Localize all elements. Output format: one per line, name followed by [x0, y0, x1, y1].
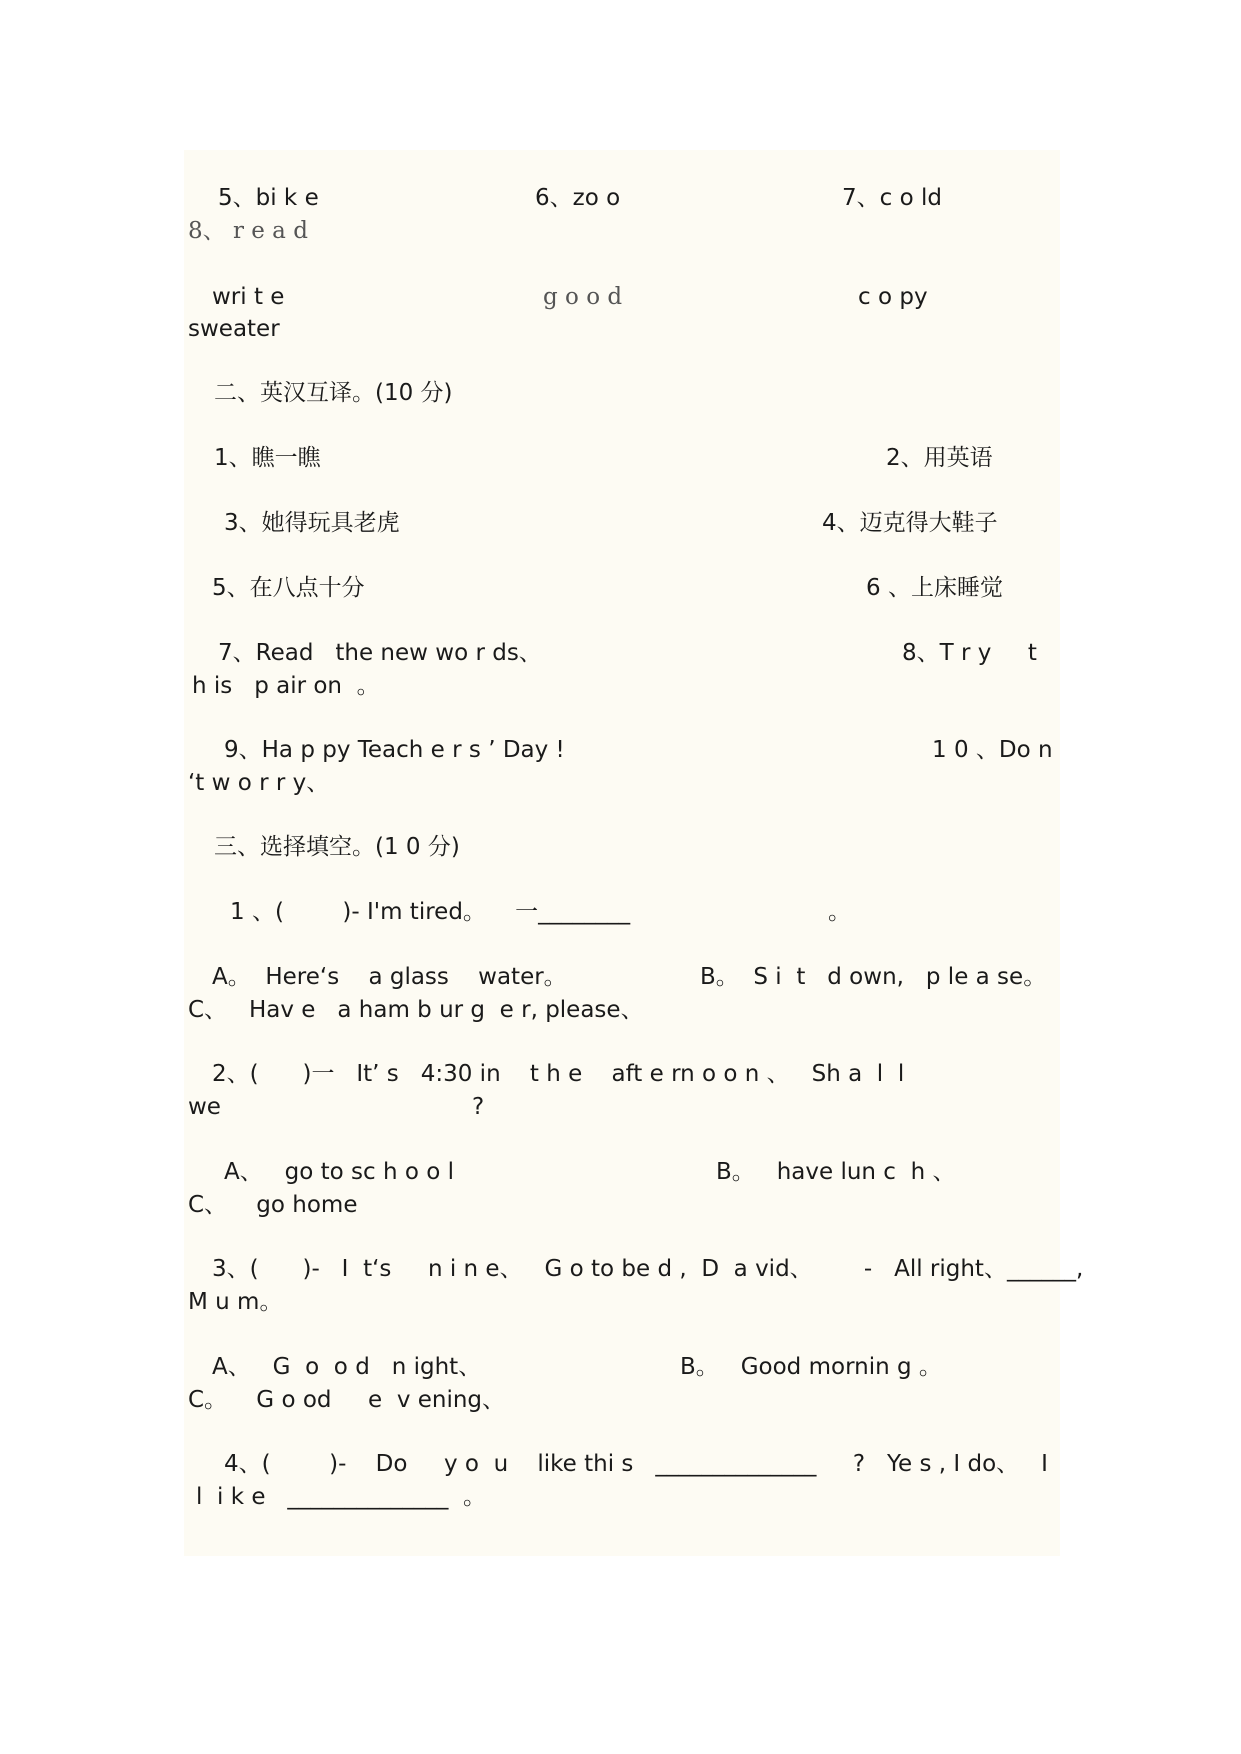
question-3-stem-cont: M u m。	[188, 1289, 283, 1315]
word-write: wri t e	[212, 284, 285, 310]
translate-item-10: 1 0 、Do n	[932, 737, 1053, 763]
translate-item-7: 7、Read the new wo r ds、	[218, 640, 542, 666]
translate-item-9: 9、Ha p py Teach e r s ’ Day !	[224, 737, 565, 763]
translate-item-8: 8、T r y t	[902, 640, 1037, 666]
translate-item-10-cont: ‘t w o r r y、	[188, 770, 330, 796]
translate-item-2: 2、用英语	[886, 445, 993, 471]
translate-item-8-cont: h is p air on 。	[192, 673, 380, 699]
question-3-option-a: A、 G o o d n ight、	[212, 1354, 482, 1380]
question-2-stem: 2、( )一 It’ s 4:30 in t h e aft e rn o o n 、 Sh a l l	[212, 1061, 905, 1087]
word-good: g o o d	[543, 284, 623, 310]
question-1-option-b: B。 S i t d own, p le a se。	[700, 964, 1047, 990]
section3-heading: 三、选择填空。(1 0 分)	[214, 834, 460, 860]
question-1-option-a: A。 Here‘s a glass water。	[212, 964, 567, 990]
translate-item-6: 6 、上床睡觉	[866, 575, 1003, 601]
question-2-stem-cont: we	[188, 1094, 221, 1120]
question-2-option-a: A、 go to sc h o o l	[224, 1159, 455, 1185]
word-bike: 5、bi k e	[218, 185, 319, 211]
question-1-end: 。	[828, 899, 851, 925]
question-2-option-b: B。 have lun c h 、	[716, 1159, 956, 1185]
question-3-option-c: C。 G o od e v ening、	[188, 1387, 506, 1413]
question-1-stem: 1 、( )- I'm tired。 一________	[230, 899, 631, 925]
question-1-option-c: C、 Hav e a ham b ur g e r, please、	[188, 997, 644, 1023]
word-copy: c o py	[858, 284, 928, 310]
word-sweater: sweater	[188, 316, 280, 342]
question-3-stem: 3、( )- I t‘s n i n e、 G o to be d , D a vid、 - All right、______,	[212, 1256, 1084, 1282]
translate-item-3: 3、她得玩具老虎	[224, 510, 400, 536]
translate-item-1: 1、瞧一瞧	[214, 445, 321, 471]
translate-item-4: 4、迈克得大鞋子	[822, 510, 998, 536]
question-2-option-c: C、 go home	[188, 1192, 358, 1218]
translate-item-5: 5、在八点十分	[212, 575, 365, 601]
section2-heading: 二、英汉互译。(10 分)	[214, 380, 453, 406]
word-cold: 7、c o ld	[842, 185, 942, 211]
question-4-stem: 4、( )- Do y o u like thi s ______________ ? Ye s , I do、 I	[224, 1451, 1048, 1477]
question-3-option-b: B。 Good mornin g 。	[680, 1354, 942, 1380]
word-zoo: 6、zo o	[535, 185, 621, 211]
word-read: 8、 r e a d	[188, 218, 308, 244]
question-2-mark: ?	[472, 1094, 485, 1120]
question-4-stem-cont: l i k e ______________ 。	[196, 1484, 487, 1510]
